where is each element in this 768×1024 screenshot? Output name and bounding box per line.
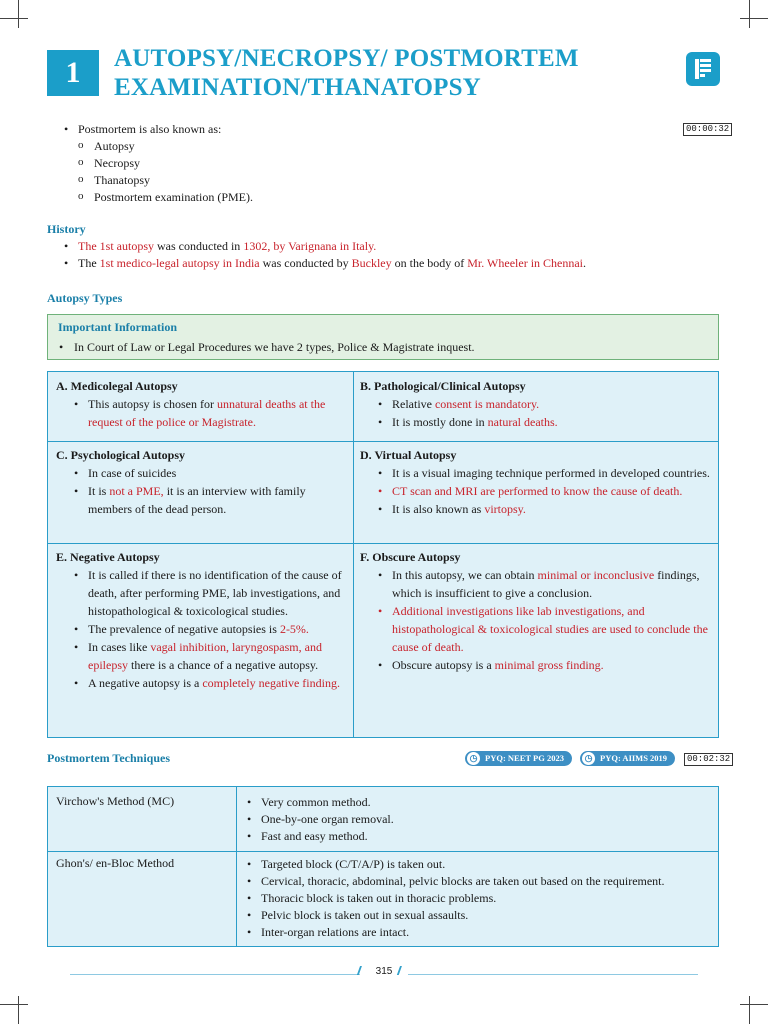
list-item: • In case of suicides — [56, 464, 348, 482]
type-title: E. Negative Autopsy — [56, 550, 160, 564]
list-item: • The prevalence of negative autopsies is 2-5%. — [56, 620, 350, 638]
list-item: • It is mostly done in natural deaths. — [360, 413, 715, 431]
technique-name: Virchow's Method (MC) — [56, 794, 175, 808]
footer-ornament: // — [357, 964, 359, 979]
crop-mark — [0, 18, 28, 19]
list-item: • The 1st medico-legal autopsy in India was conducted by Buckley on the body of Mr. Wheeler in Chennai. — [62, 255, 586, 272]
history-heading: History — [47, 222, 86, 236]
list-item: • Additional investigations like lab investigations, and histopathological & toxicological studies are used to conclude the cause of death. — [360, 602, 715, 656]
chapter-number: 1 — [47, 50, 99, 96]
pyq-badge[interactable]: ◷ PYQ: AIIMS 2019 — [580, 751, 675, 766]
footer-rule — [70, 974, 360, 975]
important-info-heading: Important Information — [58, 320, 177, 334]
history-list — [62, 238, 586, 272]
chapter-title-line2: EXAMINATION/THANATOPSY — [114, 74, 481, 101]
list-item: • It is called if there is no identification of the cause of death, after performing PME, lab investigations, and histopathological & toxicological studies. — [56, 566, 350, 620]
alias-list — [78, 138, 253, 206]
crop-mark — [0, 1004, 28, 1005]
autopsy-types-heading: Autopsy Types — [47, 291, 123, 305]
type-cell-c — [56, 446, 348, 518]
list-item: • In cases like vagal inhibition, laryngospasm, and epilepsy there is a chance of a negative autopsy. — [56, 638, 350, 674]
page-number: 315 — [375, 966, 393, 977]
list-item: • Relative consent is mandatory. — [360, 395, 715, 413]
type-title: A. Medicolegal Autopsy — [56, 379, 178, 393]
crop-mark — [18, 996, 19, 1024]
list-item: • Fast and easy method. — [245, 828, 394, 845]
crop-mark — [749, 0, 750, 28]
list-item: • It is also known as virtopsy. — [360, 500, 715, 518]
crop-mark — [749, 996, 750, 1024]
pyq-badge[interactable]: ◷ PYQ: NEET PG 2023 — [465, 751, 572, 766]
type-cell-d — [360, 446, 715, 518]
list-item: • The 1st autopsy was conducted in 1302, by Varignana in Italy. — [62, 238, 586, 255]
list-item: • A negative autopsy is a completely negative finding. — [56, 674, 350, 692]
footer-ornament: // — [397, 964, 399, 979]
intro-lead: Postmortem is also known as: — [78, 122, 222, 136]
type-title: B. Pathological/Clinical Autopsy — [360, 379, 526, 393]
type-cell-b — [360, 377, 715, 431]
type-title: F. Obscure Autopsy — [360, 550, 461, 564]
techniques-heading: Postmortem Techniques — [47, 751, 170, 765]
list-item: • One-by-one organ removal. — [245, 811, 394, 828]
clock-icon: ◷ — [582, 752, 595, 765]
important-info-box — [47, 314, 719, 360]
list-item: o Thanatopsy — [78, 172, 253, 189]
list-item: • CT scan and MRI are performed to know the cause of death. — [360, 482, 715, 500]
list-item: • It is a visual imaging technique performed in developed countries. — [360, 464, 715, 482]
list-item: • Obscure autopsy is a minimal gross finding. — [360, 656, 715, 674]
footer-rule — [408, 974, 698, 975]
list-item: • Cervical, thoracic, abdominal, pelvic blocks are taken out based on the requirement. — [245, 873, 665, 890]
crop-mark — [740, 1004, 768, 1005]
list-item: o Necropsy — [78, 155, 253, 172]
list-item: • Thoracic block is taken out in thoracic problems. — [245, 890, 665, 907]
technique-points — [245, 794, 394, 845]
technique-points — [245, 856, 665, 941]
list-item: • In this autopsy, we can obtain minimal or inconclusive findings, which is insufficient to give a conclusion. — [360, 566, 715, 602]
video-timestamp[interactable]: 00:00:32 — [683, 123, 732, 136]
technique-name: Ghon's/ en-Bloc Method — [56, 856, 175, 870]
crop-mark — [18, 0, 19, 28]
list-item: • It is not a PME, it is an interview with family members of the dead person. — [56, 482, 348, 518]
type-title: D. Virtual Autopsy — [360, 448, 457, 462]
techniques-table — [47, 786, 719, 947]
crop-mark — [740, 18, 768, 19]
type-cell-e — [56, 548, 350, 692]
list-item: • Very common method. — [245, 794, 394, 811]
autopsy-types-table — [47, 371, 719, 738]
type-cell-a — [56, 377, 348, 431]
list-item: o Autopsy — [78, 138, 253, 155]
list-item: • Pelvic block is taken out in sexual assaults. — [245, 907, 665, 924]
video-timestamp[interactable]: 00:02:32 — [684, 753, 733, 766]
list-item: • Inter-organ relations are intact. — [245, 924, 665, 941]
chapter-title-line1: AUTOPSY/NECROPSY/ POSTMORTEM — [114, 45, 579, 72]
list-item: • Targeted block (C/T/A/P) is taken out. — [245, 856, 665, 873]
important-info-text: • In Court of Law or Legal Procedures we have 2 types, Police & Magistrate inquest. — [74, 340, 475, 355]
type-title: C. Psychological Autopsy — [56, 448, 186, 462]
list-item: o Postmortem examination (PME). — [78, 189, 253, 206]
chapter-title — [114, 44, 579, 102]
publisher-logo-icon — [686, 52, 720, 86]
type-cell-f — [360, 548, 715, 674]
list-item: • This autopsy is chosen for unnatural deaths at the request of the police or Magistrate. — [56, 395, 348, 431]
clock-icon: ◷ — [467, 752, 480, 765]
intro-list — [62, 121, 253, 206]
